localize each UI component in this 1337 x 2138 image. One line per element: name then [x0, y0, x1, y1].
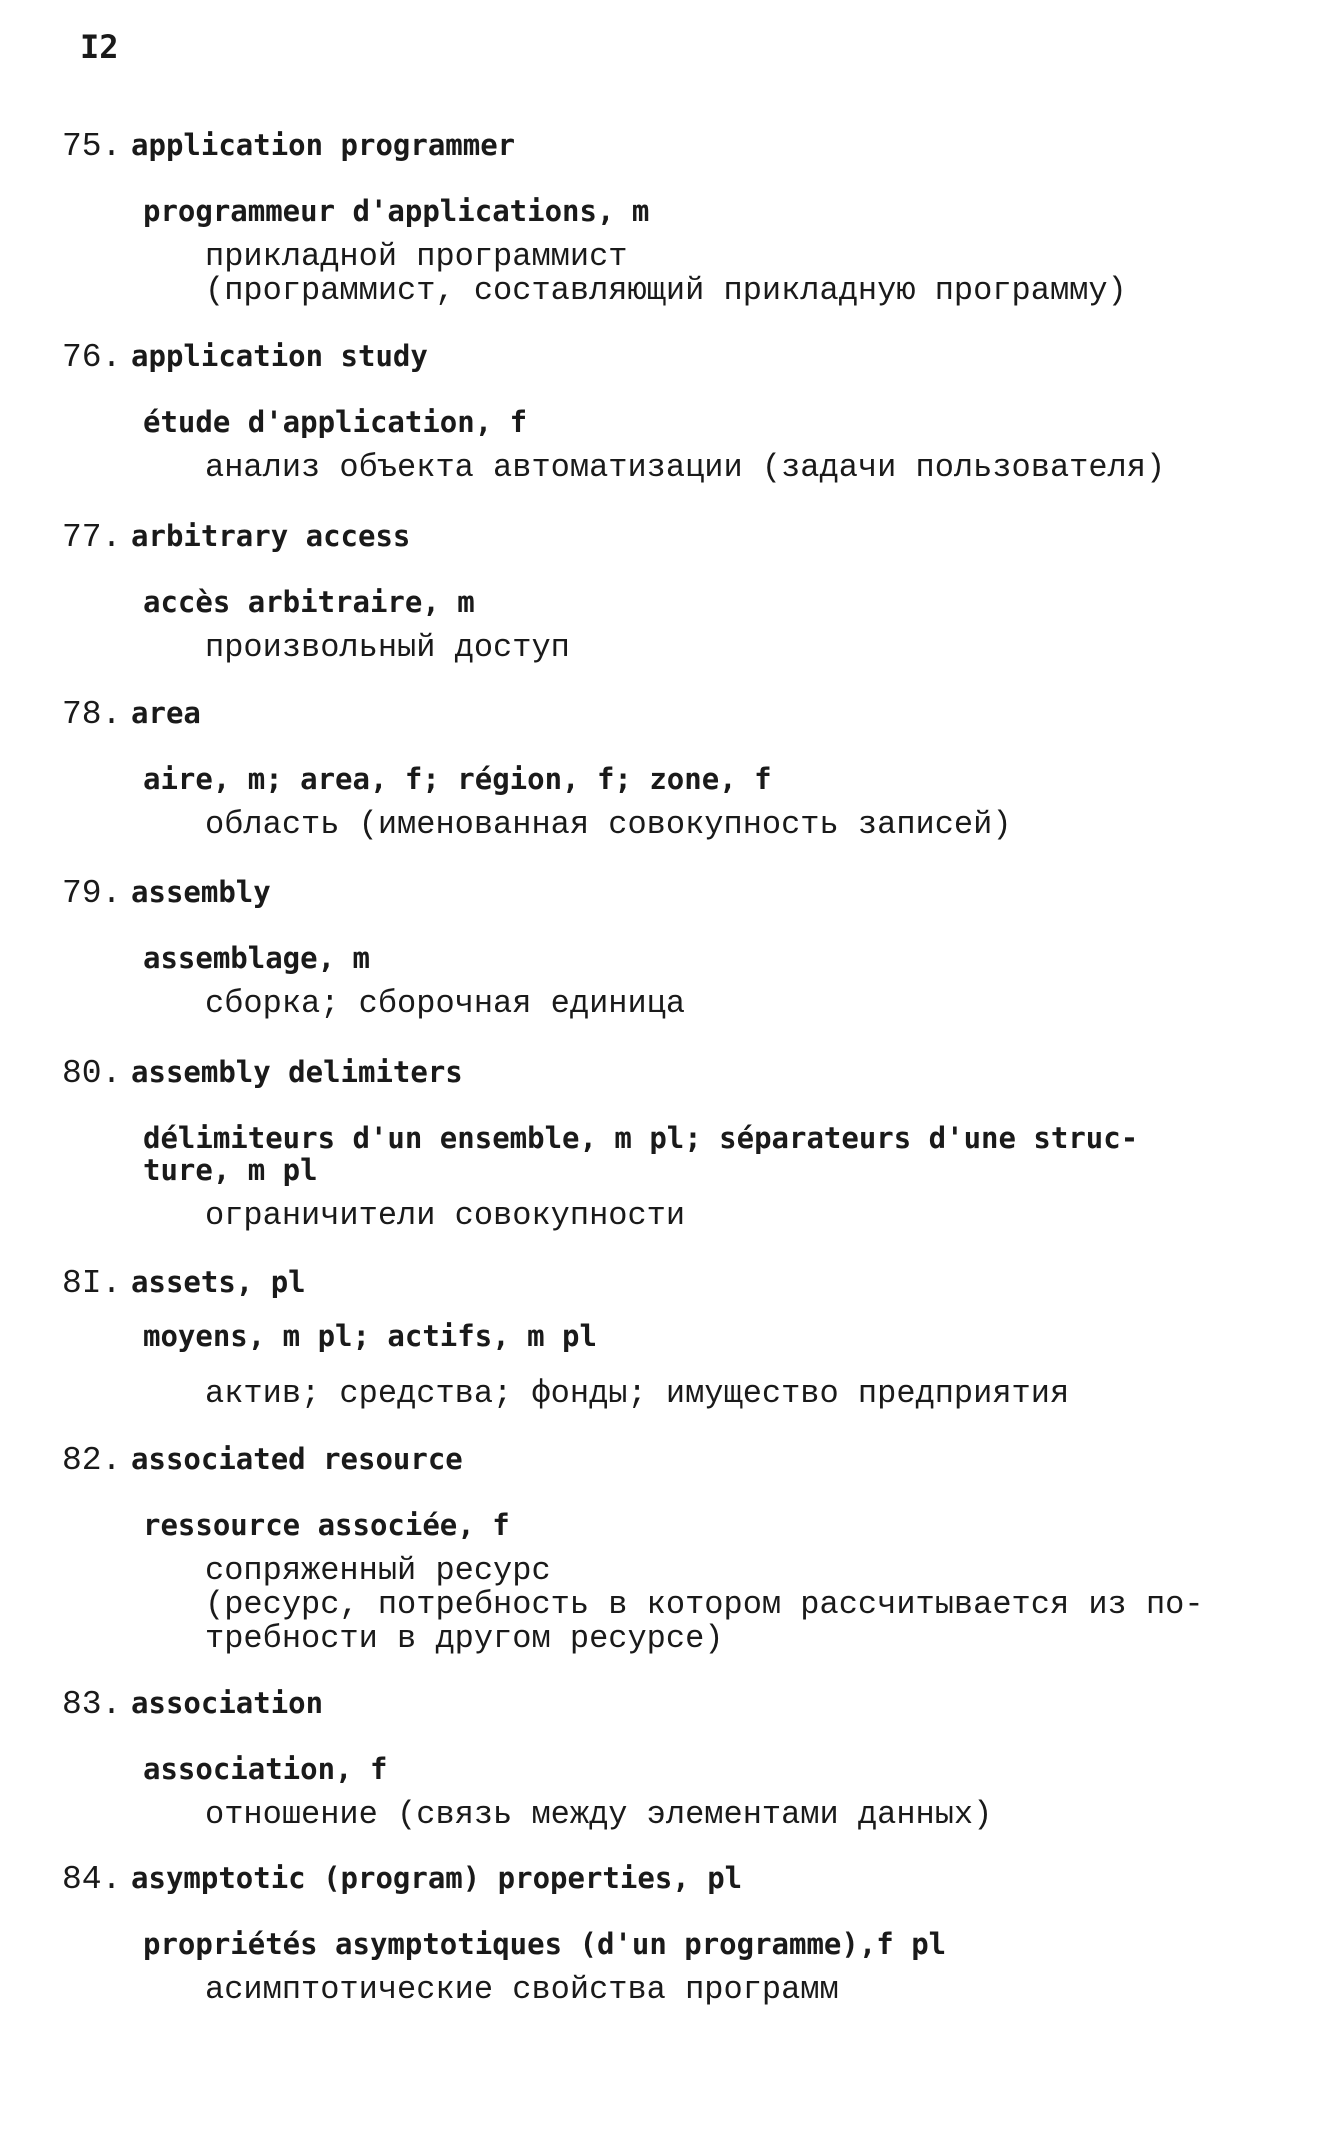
entry-header	[62, 128, 515, 165]
entry-number: 84.	[62, 1861, 122, 1898]
russian-translation: ограничители совокупности	[205, 1197, 686, 1234]
entry-header	[62, 1442, 463, 1479]
entry-number: 76.	[62, 339, 122, 376]
english-term: application study	[131, 339, 428, 373]
russian-translation: прикладной программист (программист, составляющий прикладную программу)	[205, 238, 1127, 309]
english-term: association	[131, 1686, 324, 1720]
entry-number: 80.	[62, 1055, 122, 1092]
english-term: assembly delimiters	[131, 1055, 463, 1089]
entry-number: 83.	[62, 1686, 122, 1723]
russian-translation: сборка; сборочная единица	[205, 985, 686, 1022]
entry-header	[62, 1861, 742, 1898]
english-term: arbitrary access	[131, 519, 411, 553]
french-term: propriétés asymptotiques (d'un programme),f pl	[143, 1927, 947, 1961]
entry-header	[62, 696, 201, 733]
french-term: accès arbitraire, m	[143, 585, 475, 619]
entry-header	[62, 519, 410, 556]
entry-header	[62, 875, 271, 912]
french-term: association, f	[143, 1752, 388, 1786]
entry-header	[62, 339, 428, 376]
french-term: programmeur d'applications, m	[143, 194, 650, 228]
entry-header	[62, 1265, 306, 1302]
french-term: moyens, m pl; actifs, m pl	[143, 1319, 597, 1353]
entry-header	[62, 1055, 463, 1092]
french-term: assemblage, m	[143, 941, 370, 975]
french-term: étude d'application, f	[143, 405, 528, 439]
english-term: area	[131, 696, 201, 730]
russian-translation: отношение (связь между элементами данных)	[205, 1796, 993, 1833]
russian-translation: актив; средства; фонды; имущество предприятия	[205, 1375, 1070, 1412]
english-term: assets, pl	[131, 1265, 306, 1299]
entry-number: 82.	[62, 1442, 122, 1479]
russian-translation: сопряженный ресурс (ресурс, потребность в котором рассчитывается из по- требности в другом ресурсе)	[205, 1552, 1204, 1657]
entry-number: 79.	[62, 875, 122, 912]
entry-number: 8I.	[62, 1265, 122, 1302]
page-number: I2	[80, 28, 119, 66]
entry-number: 75.	[62, 128, 122, 165]
russian-translation: произвольный доступ	[205, 629, 570, 666]
russian-translation: анализ объекта автоматизации (задачи пользователя)	[205, 449, 1166, 486]
french-term: aire, m; area, f; région, f; zone, f	[143, 762, 772, 796]
english-term: application programmer	[131, 128, 516, 162]
french-term: ressource associée, f	[143, 1508, 510, 1542]
english-term: associated resource	[131, 1442, 463, 1476]
entry-header	[62, 1686, 323, 1723]
english-term: assembly	[131, 875, 271, 909]
russian-translation: область (именованная совокупность записей)	[205, 806, 1012, 843]
entry-number: 77.	[62, 519, 122, 556]
russian-translation: асимптотические свойства программ	[205, 1971, 839, 2008]
english-term: asymptotic (program) properties, pl	[131, 1861, 743, 1895]
entry-number: 78.	[62, 696, 122, 733]
french-term: délimiteurs d'un ensemble, m pl; séparateurs d'une struc- ture, m pl	[143, 1121, 1139, 1187]
